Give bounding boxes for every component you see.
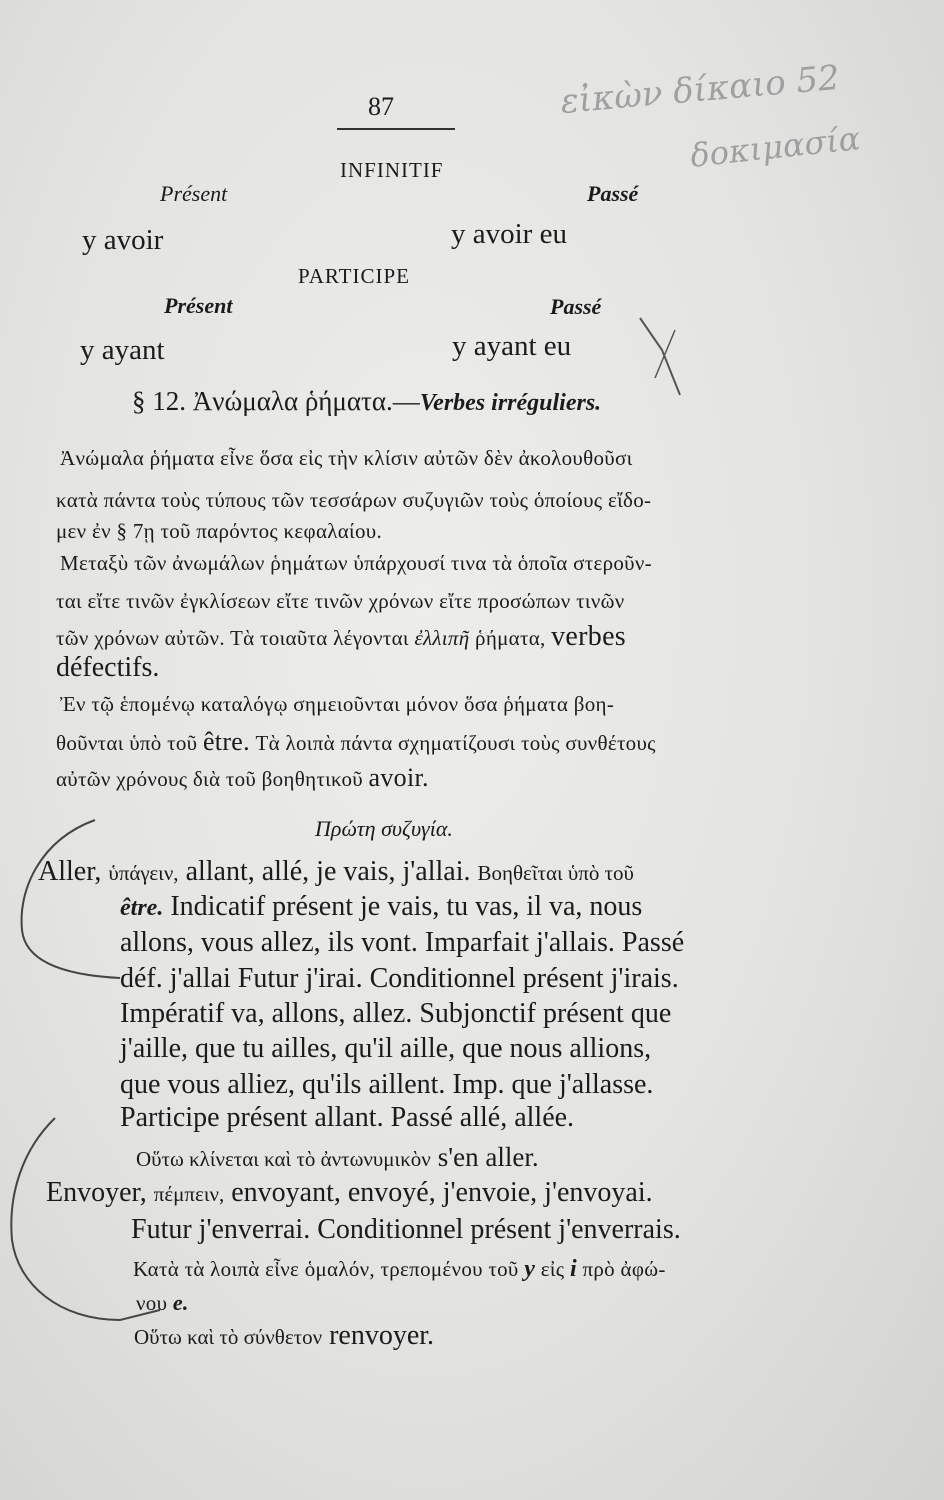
headword: Envoyer, — [46, 1177, 147, 1208]
handwritten-note: εἰκὼν δίκαιο 52 — [558, 57, 842, 123]
greek-text: Τὰ λοιπὰ πάντα σχηματίζουσι τοὺς συνθέτους — [255, 731, 656, 755]
greek-text: νου — [136, 1291, 168, 1315]
paragraph-line: Ἐν τῷ ἑπομένῳ καταλόγῳ σημειοῦνται μόνον ὅσα ῥήματα βοη- — [60, 692, 615, 716]
greek-italic-term: ἐλλιπῆ — [414, 626, 470, 650]
entry-line — [134, 1320, 434, 1352]
entry-line: allons, vous allez, ils vont. Imparfait j'allais. Passé — [120, 927, 685, 958]
participe-present-value: y ayant — [80, 334, 165, 366]
section-greek-title: Ἀνώμαλα ῥήματα.— — [192, 386, 420, 416]
french-term: avoir. — [368, 763, 429, 792]
paragraph-line: Ἀνώμαλα ῥήματα εἶνε ὅσα εἰς τὴν κλίσιν αὐτῶν δὲν ἀκολουθοῦσι — [60, 446, 633, 470]
greek-text: Κατὰ τὰ λοιπὰ εἶνε ὁμαλόν, τρεπομένου τοῦ — [133, 1257, 519, 1281]
paragraph-line — [56, 621, 626, 653]
paragraph-line: κατὰ πάντα τοὺς τύπους τῶν τεσσάρων συζυγιῶν τοὺς ὁποίους εἴδο- — [56, 488, 652, 512]
entry-line — [46, 1177, 653, 1209]
infinitif-passe-value: y avoir eu — [451, 218, 567, 250]
greek-text: Οὕτω καὶ τὸ σύνθετον — [134, 1325, 323, 1349]
header-rule — [337, 128, 455, 130]
paragraph-line: μεν ἐν § 7ῃ τοῦ παρόντος κεφαλαίου. — [56, 519, 383, 543]
greek-text: ῥήματα, — [475, 626, 546, 650]
entry-line: Impératif va, allons, allez. Subjonctif présent que — [120, 998, 672, 1029]
entry-line — [133, 1256, 666, 1283]
paragraph-line — [56, 727, 656, 757]
french-text: Indicatif présent je vais, tu vas, il va, nous — [170, 891, 643, 922]
greek-text: αὐτῶν χρόνους διὰ τοῦ βοηθητικοῦ — [56, 767, 363, 791]
greek-text: πέμπειν, — [153, 1182, 225, 1206]
french-term: être. — [202, 727, 250, 756]
greek-text: Βοηθεῖται ὑπὸ τοῦ — [477, 861, 634, 885]
infinitif-heading: INFINITIF — [340, 158, 444, 182]
french-italic-term: être. — [120, 895, 164, 921]
section-heading — [132, 386, 601, 417]
french-text: allant, allé, je vais, j'allai. — [185, 856, 471, 887]
infinitif-present-label: Présent — [160, 181, 228, 206]
french-text: envoyant, envoyé, j'envoie, j'envoyai. — [231, 1177, 653, 1208]
participe-passe-value: y ayant eu — [452, 330, 572, 362]
letter-term: i — [569, 1256, 577, 1282]
paragraph-line: défectifs. — [56, 652, 160, 683]
greek-text: θοῦνται ὑπὸ τοῦ — [56, 731, 198, 755]
french-term: verbes — [551, 621, 627, 652]
greek-text: ὑπάγειν, — [108, 861, 179, 885]
entry-line — [136, 1142, 539, 1174]
greek-text: εἰς — [540, 1257, 565, 1281]
entry-line — [136, 1290, 189, 1316]
section-french-title: Verbes irréguliers. — [419, 390, 602, 416]
french-text: renvoyer. — [329, 1320, 435, 1351]
entry-line — [120, 891, 642, 923]
page-number: 87 — [368, 92, 394, 121]
entry-line — [38, 856, 634, 888]
section-number: § 12. — [132, 386, 186, 416]
paragraph-line: ται εἴτε τινῶν ἐγκλίσεων εἴτε τινῶν χρόνων εἴτε προσώπων τινῶν — [56, 589, 625, 613]
greek-text: τῶν χρόνων αὐτῶν. Τὰ τοιαῦτα λέγονται — [56, 626, 409, 650]
french-text: s'en aller. — [437, 1142, 539, 1172]
headword: Aller, — [38, 856, 102, 887]
entry-line: déf. j'allai Futur j'irai. Conditionnel présent j'irais. — [120, 963, 679, 994]
infinitif-passe-label: Passé — [587, 181, 639, 206]
entry-line: que vous alliez, qu'ils aillent. Imp. que j'allasse. — [120, 1069, 654, 1100]
participe-present-label: Présent — [164, 293, 233, 318]
handwritten-note: δοκιμασία — [688, 119, 862, 175]
paragraph-line: Μεταξὺ τῶν ἀνωμάλων ῥημάτων ὑπάρχουσί τινα τὰ ὁποῖα στεροῦν- — [60, 551, 652, 575]
participe-heading: PARTICIPE — [298, 264, 410, 288]
entry-line: Participe présent allant. Passé allé, allée. — [120, 1102, 575, 1133]
letter-term: e. — [172, 1290, 189, 1315]
entry-line: j'aille, que tu ailles, qu'il aille, que nous allions, — [120, 1033, 652, 1064]
greek-text: Οὕτω κλίνεται καὶ τὸ ἀντωνυμικὸν — [136, 1147, 431, 1171]
conjugation-heading: Πρώτη συζυγία. — [315, 816, 453, 841]
infinitif-present-value: y avoir — [82, 224, 164, 256]
greek-text: πρὸ ἀφώ- — [582, 1257, 666, 1281]
participe-passe-label: Passé — [550, 294, 602, 319]
letter-term: y — [524, 1256, 536, 1282]
entry-line: Futur j'enverrai. Conditionnel présent j'enverrais. — [131, 1214, 681, 1245]
paragraph-line — [56, 763, 429, 793]
